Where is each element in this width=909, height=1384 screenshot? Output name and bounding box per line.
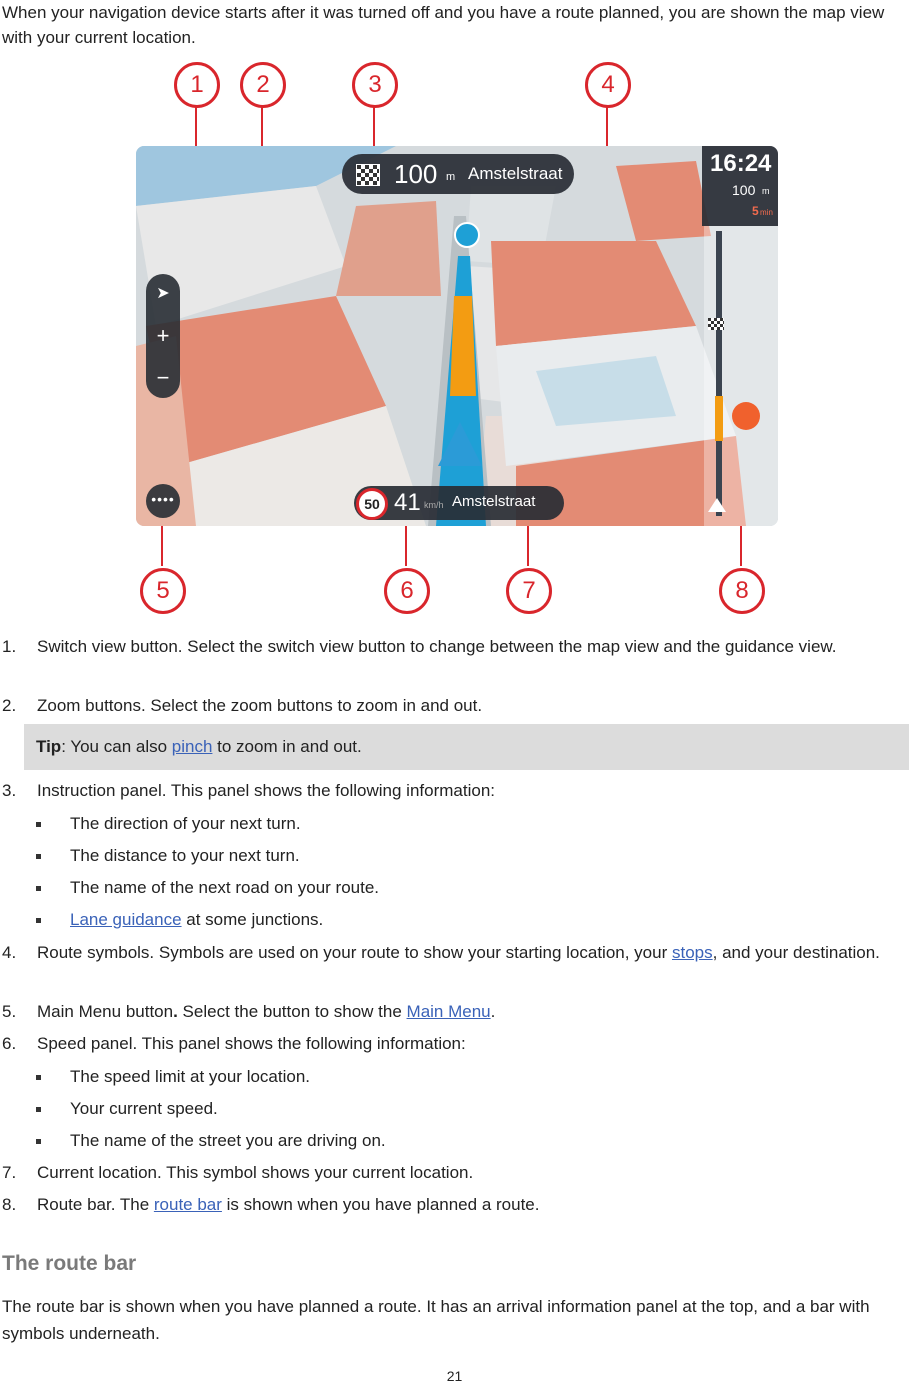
routebar-finish-icon	[708, 318, 724, 330]
navigation-arrow-icon: ➤	[156, 285, 170, 302]
main-menu-button[interactable]	[146, 484, 180, 518]
more-dots-icon: ••••	[151, 491, 175, 507]
intro-paragraph: When your navigation device starts after it was turned off and you have a route planned, you are shown the map view with your current location.	[2, 3, 885, 47]
bullet-text	[70, 907, 890, 932]
tip-label: Tip	[36, 737, 62, 756]
item-text-start: Route bar. The	[37, 1195, 154, 1214]
speed-unit: km/h	[424, 500, 444, 510]
routebar-distance: 100	[732, 182, 756, 198]
bullet-marker	[36, 886, 41, 891]
callout-3: 3	[352, 62, 398, 108]
bullet-text-end: at some junctions.	[181, 910, 324, 929]
item-text	[37, 940, 887, 965]
tip-text: : You can also	[61, 737, 172, 756]
callout-8: 8	[719, 568, 765, 614]
item-text: Zoom buttons. Select the zoom buttons to zoom in and out.	[37, 696, 483, 715]
callout-5: 5	[140, 568, 186, 614]
routebar-distance-unit: m	[762, 186, 770, 196]
bullet-marker	[36, 1107, 41, 1112]
page-number: 21	[446, 1368, 463, 1384]
instruction-distance: 100	[394, 159, 438, 189]
bullet-text: The name of the next road on your route.	[70, 878, 380, 897]
zoom-in-button[interactable]: +	[156, 323, 170, 348]
device-screen	[136, 146, 778, 526]
finish-flag-icon	[356, 164, 380, 186]
routebar-eta: 5	[752, 204, 759, 218]
speed-limit-sign: 50	[356, 488, 388, 520]
item-number: 8.	[2, 1195, 17, 1214]
tip-box	[24, 724, 909, 770]
section-paragraph: The route bar is shown when you have planned a route. It has an arrival information panel at the top, and a bar with symbols underneath.	[2, 1297, 870, 1343]
switch-view-button[interactable]	[146, 276, 180, 312]
instruction-street: Amstelstraat	[468, 164, 563, 183]
item-text: Switch view button. Select the switch view button to change between the map view and the guidance view.	[37, 637, 837, 656]
item-number: 7.	[2, 1163, 17, 1182]
bullet-marker	[36, 1075, 41, 1080]
destination-route-symbol	[454, 222, 480, 248]
tip-content	[36, 724, 362, 770]
item-text: Instruction panel. This panel shows the following information:	[37, 781, 495, 800]
arrival-panel	[702, 146, 778, 226]
bullet-marker	[36, 822, 41, 827]
current-location-icon	[438, 422, 482, 466]
map-3d-view	[136, 146, 778, 526]
callout-7: 7	[506, 568, 552, 614]
stops-link[interactable]: stops	[671, 943, 713, 962]
callout-2: 2	[240, 62, 286, 108]
item-text: Speed panel. This panel shows the following information:	[37, 1034, 466, 1053]
item-text-end: , and your destination.	[712, 943, 880, 962]
bullet-text: The name of the street you are driving on.	[70, 1131, 386, 1150]
item-text-end: .	[490, 1002, 496, 1021]
callout-1: 1	[174, 62, 220, 108]
current-street: Amstelstraat	[452, 493, 536, 510]
speed-panel	[354, 486, 564, 520]
item-text: Current location. This symbol shows your current location.	[37, 1163, 474, 1182]
item-number: 5.	[2, 1002, 17, 1021]
item-text	[37, 1192, 887, 1217]
bullet-marker	[36, 918, 41, 923]
item-text-start: Main Menu button	[37, 1002, 174, 1021]
instruction-distance-unit: m	[446, 171, 456, 183]
routebar-eta-unit: min	[760, 208, 773, 217]
route-bar-link[interactable]: route bar	[153, 1195, 222, 1214]
item-text-bold: .	[173, 1002, 178, 1021]
bullet-marker	[36, 1139, 41, 1144]
main-menu-link[interactable]: Main Menu	[406, 1002, 491, 1021]
section-heading: The route bar	[2, 1252, 137, 1275]
pinch-link[interactable]: pinch	[171, 737, 213, 756]
lane-guidance-link[interactable]: Lane guidance	[70, 910, 182, 929]
item-text-mid: Select the button to show the	[177, 1002, 407, 1021]
callout-4: 4	[585, 62, 631, 108]
item-number: 4.	[2, 943, 17, 962]
instruction-panel	[342, 154, 574, 194]
item-number: 1.	[2, 637, 17, 656]
bullet-text: The speed limit at your location.	[70, 1067, 311, 1086]
bullet-text: The direction of your next turn.	[70, 814, 301, 833]
item-text-start: Route symbols. Symbols are used on your route to show your starting location, your	[37, 943, 672, 962]
bullet-text: Your current speed.	[70, 1099, 218, 1118]
item-text-end: is shown when you have planned a route.	[221, 1195, 540, 1214]
bullet-marker	[36, 854, 41, 859]
item-number: 6.	[2, 1034, 17, 1053]
arrival-time: 16:24	[710, 150, 772, 177]
item-number: 2.	[2, 696, 17, 715]
map-view-figure	[0, 56, 909, 616]
item-text	[37, 999, 887, 1024]
item-number: 3.	[2, 781, 17, 800]
tip-text-end: to zoom in and out.	[212, 737, 362, 756]
current-speed: 41	[394, 489, 421, 516]
routebar-current-location-icon	[708, 498, 726, 512]
zoom-out-button[interactable]: −	[156, 365, 170, 390]
bullet-text: The distance to your next turn.	[70, 846, 300, 865]
callout-6: 6	[384, 568, 430, 614]
